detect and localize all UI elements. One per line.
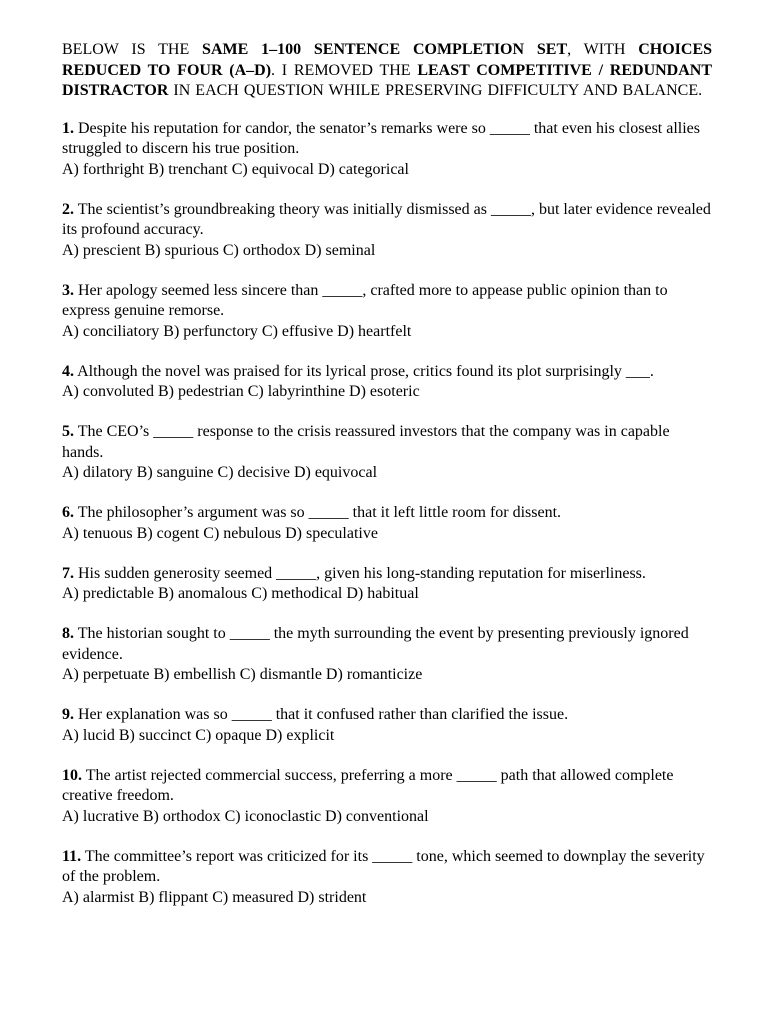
question-stem: The artist rejected commercial success, preferring a more _____ path that allowed complete creative freedom. xyxy=(62,766,674,804)
question-item xyxy=(62,281,712,343)
intro-text: . I REMOVED THE xyxy=(271,61,418,79)
question-stem: Despite his reputation for candor, the senator’s remarks were so _____ that even his closest allies struggled to discern his true position. xyxy=(62,119,700,157)
intro-text: , WITH xyxy=(567,41,639,58)
question-stem: The historian sought to _____ the myth surrounding the event by presenting previously ignored evidence. xyxy=(62,625,689,663)
document-page xyxy=(62,40,712,928)
answer-choices: A) convoluted B) pedestrian C) labyrinthine D) esoteric xyxy=(62,383,420,400)
question-number: 6. xyxy=(62,504,74,521)
question-number: 8. xyxy=(62,625,74,642)
answer-choices: A) alarmist B) flippant C) measured D) strident xyxy=(62,888,367,906)
question-stem: The CEO’s _____ response to the crisis reassured investors that the company was in capable hands. xyxy=(62,423,670,461)
question-stem: Her explanation was so _____ that it confused rather than clarified the issue. xyxy=(78,706,569,723)
question-number: 4. xyxy=(62,362,74,380)
question-number: 3. xyxy=(62,281,74,299)
question-stem: The committee’s report was criticized for its _____ tone, which seemed to downplay the severity of the problem. xyxy=(62,847,705,885)
question-number: 5. xyxy=(62,423,74,440)
question-item xyxy=(62,503,712,544)
intro-text: BELOW IS THE xyxy=(62,41,203,58)
question-number: 9. xyxy=(62,706,74,723)
intro-text: IN EACH QUESTION WHILE PRESERVING DIFFICULTY AND BALANCE. xyxy=(168,82,703,99)
question-number: 2. xyxy=(62,200,74,218)
question-item xyxy=(62,624,712,686)
answer-choices: A) dilatory B) sanguine C) decisive D) equivocal xyxy=(62,464,378,481)
question-stem: The scientist’s groundbreaking theory was initially dismissed as _____, but later evidence revealed its profound accuracy. xyxy=(62,200,711,238)
question-number: 10. xyxy=(62,766,82,784)
question-item xyxy=(62,705,712,746)
question-item xyxy=(62,362,712,403)
question-number: 7. xyxy=(62,564,74,582)
question-stem: The philosopher’s argument was so _____ that it left little room for dissent. xyxy=(77,504,562,521)
question-stem: Her apology seemed less sincere than _____, crafted more to appease public opinion than to express genuine remorse. xyxy=(62,281,668,319)
question-stem: His sudden generosity seemed _____, given his long-standing reputation for miserliness. xyxy=(78,564,646,582)
question-item xyxy=(62,847,712,909)
answer-choices: A) forthright B) trenchant C) equivocal D) categorical xyxy=(62,160,409,178)
question-item xyxy=(62,119,712,181)
question-stem: Although the novel was praised for its lyrical prose, critics found its plot surprisingly ___. xyxy=(77,362,654,380)
question-item xyxy=(62,422,712,484)
answer-choices: A) predictable B) anomalous C) methodical D) habitual xyxy=(62,585,419,602)
question-item xyxy=(62,766,712,828)
intro-paragraph xyxy=(62,40,712,102)
answer-choices: A) lucrative B) orthodox C) iconoclastic D) conventional xyxy=(62,807,429,825)
answer-choices: A) lucid B) succinct C) opaque D) explicit xyxy=(62,726,335,744)
intro-bold-text: LEAST COMPETITIVE / REDUNDANT DISTRACTOR xyxy=(62,61,713,99)
question-item xyxy=(62,200,712,262)
answer-choices: A) perpetuate B) embellish C) dismantle D) romanticize xyxy=(62,666,423,683)
question-item xyxy=(62,564,712,605)
question-number: 1. xyxy=(62,119,74,137)
answer-choices: A) prescient B) spurious C) orthodox D) seminal xyxy=(62,241,376,259)
question-number: 11. xyxy=(62,847,82,865)
answer-choices: A) conciliatory B) perfunctory C) effusive D) heartfelt xyxy=(62,322,412,340)
intro-bold-text: SAME 1–100 SENTENCE COMPLETION SET xyxy=(202,41,568,58)
answer-choices: A) tenuous B) cogent C) nebulous D) speculative xyxy=(62,524,378,542)
intro-bold-text: CHOICES REDUCED TO FOUR (A–D) xyxy=(62,41,713,79)
